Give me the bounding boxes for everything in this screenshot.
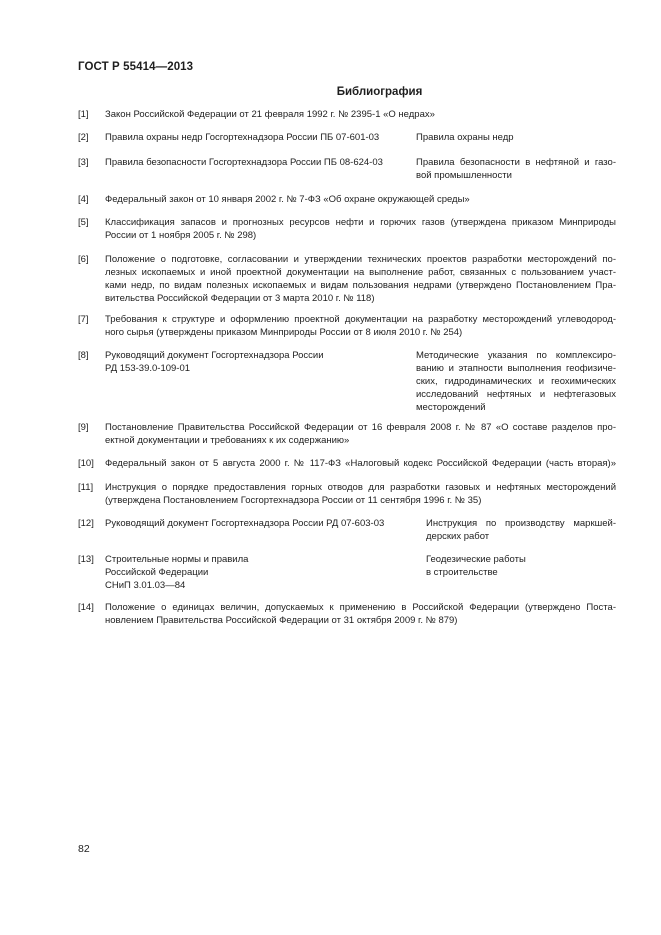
entry-text: ного сырья (утверждены приказом Минприроды России от 8 июля 2010 г. № 254) [105,327,463,338]
entry-document: Руководящий документ Госгортехнадзора России РД 07-603-03 [105,518,385,529]
entry-number: [4] [78,194,89,205]
entry-number: [12] [78,518,94,529]
bibliography-title: Библиография [336,86,423,98]
entry-description: вой промышленности [416,170,512,181]
entry-description: исследований нефтяных и нефтегазовых [416,389,616,400]
entry-description: месторождений [416,402,486,413]
entry-text: Положение о единицах величин, допускаемых к применению в Российской Федерации (утверждено Поста- [105,602,616,613]
entry-text: Инструкция о порядке предоставления горных отводов для разработки газовых и нефтяных месторождений [105,482,616,493]
entry-document: РД 153-39.0-109-01 [105,363,191,374]
entry-text: новлением Правительства Российской Федерации от 31 октября 2009 г. № 879) [105,615,458,626]
entry-number: [7] [78,314,89,325]
entry-number: [14] [78,602,94,613]
entry-text: лезных ископаемых и иной проектной документации на выполнение работ, связанных с пользованием участ- [105,267,616,278]
entry-number: [11] [78,482,94,493]
entry-text: Федеральный закон от 5 августа 2000 г. № 117-ФЗ «Налоговый кодекс Российской Федерации (часть вторая)» [105,458,616,469]
entry-number: [8] [78,350,89,361]
entry-description: Геодезические работы [426,554,526,565]
entry-document: СНиП 3.01.03—84 [105,580,186,591]
entry-number: [9] [78,422,89,433]
entry-text: вительства Российской Федерации от 3 марта 2010 г. № 118) [105,293,375,304]
entry-text: России от 1 ноября 2005 г. № 298) [105,230,257,241]
entry-number: [1] [78,109,89,120]
entry-description: ванию и этапности выполнения геофизиче- [416,363,616,374]
entry-number: [5] [78,217,89,228]
entry-number: [3] [78,157,89,168]
entry-text: Требования к структуре и оформлению проектной документации на разработку месторождений углеводород- [105,314,616,325]
entry-text: Постановление Правительства Российской Федерации от 16 февраля 2008 г. № 87 «О составе разделов про- [105,422,616,433]
entry-text: ектной документации и требованиях к их содержанию» [105,435,350,446]
entry-document: Правила безопасности Госгортехнадзора России ПБ 08-624-03 [105,157,383,168]
entry-description: дерских работ [426,531,490,542]
entry-document: Российской Федерации [105,567,209,578]
entry-description: ских, гидродинамических и геохимических [416,376,616,387]
entry-text: Классификация запасов и прогнозных ресурсов нефти и горючих газов (утверждена приказом Минприроды [105,217,616,228]
entry-document: Правила охраны недр Госгортехнадзора России ПБ 07-601-03 [105,132,380,143]
entry-description: Правила охраны недр [416,132,514,143]
entry-description: Методические указания по комплексиро- [416,350,616,361]
entry-text: (утверждена Постановлением Госгортехнадзора России от 11 сентября 1996 г. № 35) [105,495,482,506]
entry-number: [13] [78,554,94,565]
entry-number: [6] [78,254,89,265]
entry-text: Федеральный закон от 10 января 2002 г. № 7-ФЗ «Об охране окружающей среды» [105,194,470,205]
document-header: ГОСТ Р 55414—2013 [78,61,194,73]
entry-document: Строительные нормы и правила [105,554,249,565]
entry-text: Закон Российской Федерации от 21 февраля 1992 г. № 2395-1 «О недрах» [105,109,435,120]
entry-document: Руководящий документ Госгортехнадзора России [105,350,324,361]
entry-description: Инструкция по производству маркшей- [426,518,616,529]
entry-description: Правила безопасности в нефтяной и газо- [416,157,616,168]
page-number: 82 [78,843,90,855]
entry-description: в строительстве [426,567,498,578]
entry-text: Положение о подготовке, согласовании и утверждении технических проектов разработки месторождений по- [105,254,616,265]
entry-text: ками недр, по видам полезных ископаемых и видам пользования недрами (утверждено Постановлением Пра- [105,280,616,291]
entry-number: [2] [78,132,89,143]
entry-number: [10] [78,458,94,469]
